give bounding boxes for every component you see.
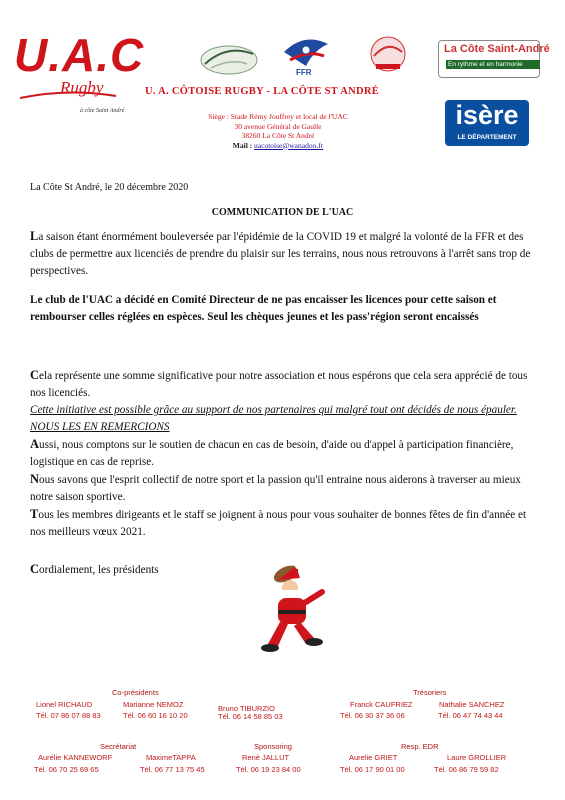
- paragraph-text: a saison étant énormément bouleversée par l'épidémie de la COVID 19 et malgré la volonté de la FFR et des clubs de permettre aux licenciés de prendre du plaisir sur les terrains, nous nous retrouvons à l'arrêt sans trop de perspectives.: [30, 231, 531, 277]
- isere-logo-word: isère: [455, 100, 519, 130]
- paragraph-text: ous les membres dirigeants et le staff se joignent à nous pour vous souhaiter de bonnes fêtes de fin d'année et nos meilleurs vœux 2021.: [30, 509, 527, 538]
- mail-link[interactable]: uacotoise@wanadoo.fr: [254, 140, 324, 150]
- closing-text: ordialement, les présidents: [39, 564, 159, 576]
- footer-person-tel: Tél. 06 77 13 75 45: [140, 765, 205, 774]
- footer-person-name: Aurélie KANNEWORF: [38, 753, 113, 762]
- footer-person-name: René JALLUT: [242, 753, 290, 762]
- mail-label: Mail :: [232, 140, 253, 150]
- footer-person-tel: Tél. 06 17 90 01 00: [340, 765, 405, 774]
- address-line: Siège : Stade Rémy Jouffrey et local de l'UAC: [208, 112, 348, 121]
- cote-logo-name: La Côte Saint-André: [444, 43, 550, 55]
- footer-person-name: Bruno TIBURZIO: [218, 704, 275, 713]
- santa-rugby-illustration: [256, 558, 332, 658]
- partners-thanks: Cette initiative est possible grâce au support de nos partenaires qui malgré tout ont décidés de nous épauler. NOUS LES EN REMERCIONS: [30, 404, 517, 433]
- cote-logo-slogan: En rythme et en harmonie: [446, 60, 540, 69]
- regional-logo: [360, 34, 416, 78]
- footer-role-sponsoring: Sponsoring: [254, 742, 292, 751]
- address-line: 38260 La Côte St André: [241, 131, 315, 140]
- hawk-logo: [197, 34, 261, 80]
- footer-role-resp-edr: Resp. EDR: [401, 742, 439, 751]
- club-title: U. A. CÔTOISE RUGBY - LA CÔTE ST ANDRÉ: [145, 86, 380, 97]
- uac-logo-tagline: à côte Saint André: [80, 108, 125, 114]
- footer-person-name: Aurelie GRIET: [349, 753, 398, 762]
- footer-person-tel: Tél. 06 30 37 36 06: [340, 711, 405, 720]
- paragraph-body: Cela représente une somme significative pour notre association et nous espérons que cela sera apprécié de tous nos licenciés. Cette initiative est possible grâce au support de nos partenaires qui malgré tout ont décidés de nous épauler. NOUS LES EN REMERCIONS Aussi, nous comptons sur le soutien de chacun en cas de besoin, d'aide ou d'appel à participation financière, logistique en cas de reprise. Nous savons que l'esprit collectif de notre sport et la passion qu'il entraine nous aiderons à traverser au mieux notre saison sportive. Tous les membres dirigeants et le staff se joignent à nous pour vous souhaiter de bonnes fêtes de fin d'année et nos meilleurs vœux 2021.: [30, 367, 540, 541]
- footer-person-tel: Tél. 06 47 74 43 44: [438, 711, 503, 720]
- paragraph-context: La saison étant énormément bouleversée par l'épidémie de la COVID 19 et malgré la volonté de la FFR et des clubs de permettre aux licenciés de prendre du plaisir sur les terrains, nous nous retrouvons à l'arrêt sans trop de perspectives.: [30, 229, 531, 277]
- footer-person-name: Marianne NEMOZ: [123, 700, 184, 709]
- footer-role-tresoriers: Trésoriers: [413, 688, 447, 697]
- footer-person-tel: Tél. 06 86 79 59 82: [434, 765, 499, 774]
- club-address: [193, 112, 363, 150]
- footer-person-tel: Tél. 06 19 23 84 00: [236, 765, 301, 774]
- footer-person-name: Nathalie SANCHEZ: [439, 700, 505, 709]
- address-line: 30 avenue Général de Gaulle: [234, 121, 322, 131]
- footer-person-name: Lionel RICHAUD: [36, 700, 93, 709]
- uac-logo-rugby: Rugby: [60, 78, 104, 97]
- footer-role-secretariat: Secrétariat: [100, 742, 137, 751]
- closing-line: Cordialement, les présidents: [30, 562, 159, 576]
- letter-date: La Côte St André, le 20 décembre 2020: [30, 182, 189, 193]
- uac-logo-text: U.A.C: [14, 29, 145, 81]
- ffr-label: FFR: [296, 68, 312, 77]
- footer-person-name: MaximeTAPPA: [146, 753, 196, 762]
- paragraph-text: ous savons que l'esprit collectif de notre sport et la passion qu'il entraine nous aiderons à traverser au mieux notre saison sportive.: [30, 474, 521, 503]
- footer-person-tel: Tél. 06 14 58 85 03: [218, 712, 283, 721]
- footer-role-copresidents: Co-présidents: [112, 688, 159, 697]
- paragraph-text: ela représente une somme significative pour notre association et nous espérons que cela sera apprécié de tous nos licenciés.: [30, 370, 528, 399]
- paragraph-text: ussi, nous comptons sur le soutien de chacun en cas de besoin, d'aide ou d'appel à participation financière, logistique en cas de reprise.: [30, 439, 514, 468]
- letter-title: COMMUNICATION DE L'UAC: [211, 207, 354, 218]
- footer-person-name: Laure GROLLIER: [447, 753, 507, 762]
- footer-person-name: Franck CAUFRIEZ: [350, 700, 413, 709]
- footer-person-tel: Tél. 06 60 16 10 20: [123, 711, 188, 720]
- mail-line: [193, 141, 363, 151]
- footer-person-tel: Tél. 07 86 07 88 83: [36, 711, 101, 720]
- isere-logo-dept: LE DÉPARTEMENT: [457, 134, 517, 141]
- footer-person-tel: Tél. 06 70 25 69 65: [34, 765, 99, 774]
- uac-logo-swoosh: [18, 90, 118, 102]
- paragraph-decision: Le club de l'UAC a décidé en Comité Directeur de ne pas encaisser les licences pour cette saison et rembourser celles réglées en espèces. Seul les chèques jeunes et les pass'région seront encaissés: [30, 294, 497, 323]
